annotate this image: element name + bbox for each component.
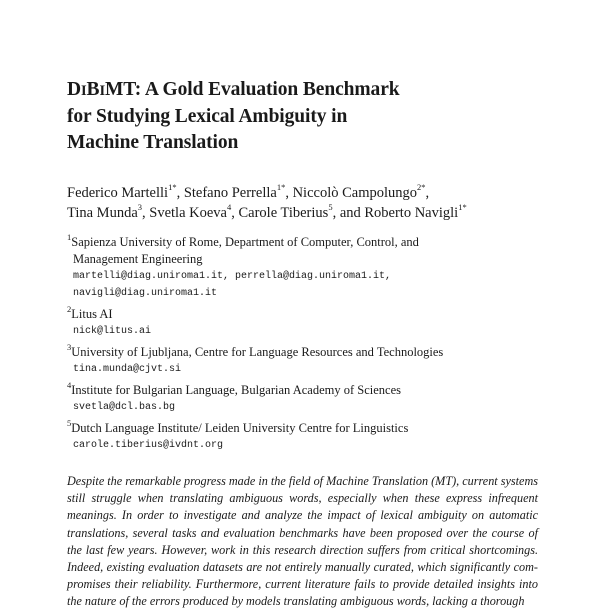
affiliation-text: Dutch Language Institute/ Leiden University Centre for Linguistics: [71, 421, 409, 435]
author-line: [67, 183, 567, 203]
author-name: Stefano Perrella: [183, 185, 277, 201]
title-acronym-i: I: [80, 83, 87, 99]
affiliation-text: University of Ljubljana, Centre for Language Resources and Technologies: [71, 345, 444, 359]
author-affiliation-mark: 2*: [417, 182, 426, 193]
affiliation-name: [67, 417, 547, 437]
abstract-line: meanings. In order to investigate and analyze the impact of lexical ambiguity on automatic: [67, 508, 538, 523]
author-name: Svetla Koeva: [149, 205, 227, 221]
affiliation-number: 2: [67, 303, 72, 314]
abstract-line: the nature of the errors produced by models translating ambiguous words, lacking a thorough: [67, 594, 525, 609]
title-acronym-i2: I: [99, 83, 105, 99]
affiliation-email[interactable]: tina.munda@cjvt.si: [73, 364, 182, 375]
author-name: Roberto Navigli: [364, 205, 459, 221]
affiliation-name: [67, 231, 547, 251]
affiliation-text: Institute for Bulgarian Language, Bulgarian Academy of Sciences: [71, 383, 402, 397]
abstract-line: the last few years. However, work in this research direction suffers from critical shortcomings.: [67, 542, 538, 557]
author-line: [67, 203, 567, 223]
title-acronym-mt: MT: [105, 79, 135, 100]
author-affiliation-mark: 1*: [276, 182, 286, 193]
paper-title: [67, 77, 547, 156]
author-separator: , and: [332, 205, 365, 221]
author-separator: ,: [142, 205, 150, 221]
author-separator: ,: [231, 205, 239, 221]
title-acronym-b: B: [86, 79, 100, 100]
author-affiliation-mark: 1*: [458, 202, 467, 213]
title-acronym-d: D: [67, 79, 81, 100]
affiliation: [67, 379, 547, 416]
abstract-line: still struggle when translating ambiguous words, especially when these express infrequent: [67, 491, 538, 506]
affiliation-email[interactable]: martelli@diag.uniroma1.it, perrella@diag.uniroma1.it,: [73, 271, 392, 282]
author-affiliation-mark: 4: [226, 202, 232, 213]
author-name: Federico Martelli: [67, 185, 169, 201]
author-name: Tina Munda: [67, 205, 138, 221]
affiliation-name: [67, 341, 547, 361]
abstract-line: Indeed, existing evaluation datasets are not entirely manually curated, which significantly com-: [67, 560, 538, 575]
affiliation-number: 4: [67, 379, 72, 390]
affiliation-email[interactable]: navigli@diag.uniroma1.it: [73, 288, 218, 299]
affiliation-text: Sapienza University of Rome, Department of Computer, Control, and: [71, 235, 419, 249]
title-line-1: [67, 77, 547, 104]
abstract-line: promises their reliability. Furthermore, current literature fails to provide detailed insights into: [67, 577, 538, 592]
abstract-line: translations, several tasks and evaluation benchmarks have been proposed over the course of: [67, 525, 538, 540]
author-separator: ,: [176, 185, 184, 201]
author-name: Niccolò Campolungo: [292, 185, 418, 201]
abstract-line: Despite the remarkable progress made in the field of Machine Translation (MT), current systems: [67, 474, 538, 488]
title-line-3: Machine Translation: [67, 132, 239, 153]
author-affiliation-mark: 5: [328, 202, 333, 213]
affiliation-name: [67, 251, 547, 268]
affiliation-number: 1: [67, 231, 72, 242]
affiliation-text: Litus AI: [71, 307, 113, 321]
title-line-1-rest: : A Gold Evaluation Benchmark: [134, 79, 400, 100]
author-separator: ,: [285, 185, 293, 201]
affiliation-name: [67, 303, 547, 323]
affiliation: [67, 341, 547, 378]
affiliation-list: [67, 231, 547, 458]
affiliation: [67, 417, 547, 454]
affiliation: [67, 303, 547, 340]
affiliation-email[interactable]: nick@litus.ai: [73, 326, 152, 337]
affiliation-number: 5: [67, 417, 72, 428]
author-affiliation-mark: 1*: [168, 182, 177, 193]
affiliation-text: Management Engineering: [73, 252, 203, 266]
author-affiliation-mark: 3: [137, 202, 143, 213]
affiliation: [67, 231, 547, 302]
author-list: [67, 183, 567, 223]
author-name: Carole Tiberius: [238, 205, 329, 221]
affiliation-email[interactable]: carole.tiberius@ivdnt.org: [73, 440, 224, 451]
title-line-2: for Studying Lexical Ambiguity in: [67, 106, 348, 127]
affiliation-name: [67, 379, 547, 399]
abstract: [67, 473, 538, 611]
author-separator: ,: [425, 185, 430, 201]
affiliation-email[interactable]: svetla@dcl.bas.bg: [73, 402, 176, 413]
affiliation-number: 3: [67, 341, 72, 352]
